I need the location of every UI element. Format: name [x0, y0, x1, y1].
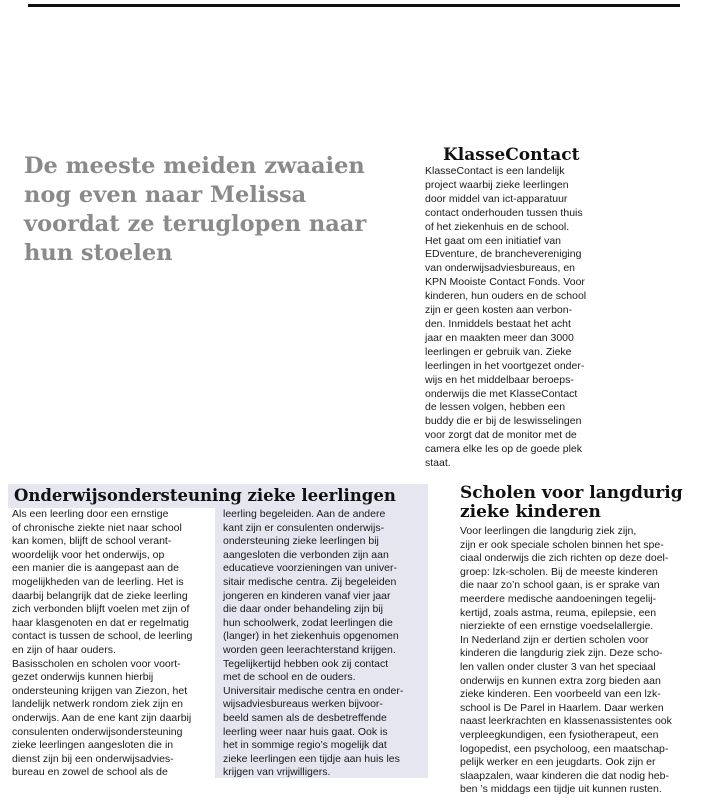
- text-line: ben ’s middags een tijdje uit kunnen rusten.: [460, 783, 662, 796]
- text-line: onderwijs die met KlasseContact: [425, 387, 578, 400]
- text-line: Universitair medische centra en onder-: [223, 684, 404, 697]
- box-left-body: [12, 508, 217, 780]
- text-line: beeld samen als de desbetreffende: [223, 711, 387, 724]
- text-line: dienst zijn bij een onderwijsadvies-: [12, 752, 174, 765]
- text-line: camera elke les op de goede plek: [425, 443, 583, 456]
- text-line: kinderen, hun ouders en de school: [425, 290, 587, 303]
- text-line: KlasseContact is een landelijk: [425, 165, 565, 177]
- text-line: kertijd, zoals astma, reuma, epilepsie, een: [460, 606, 657, 619]
- text-line: of het ziekenhuis en de school.: [425, 220, 570, 233]
- section-body: [460, 525, 700, 797]
- text-line: wijsadviesbureaus werken bijvoor-: [223, 698, 383, 711]
- text-line: met de school en de ouders.: [223, 671, 356, 684]
- pull-quote-line: De meeste meiden zwaaien: [24, 153, 365, 179]
- text-line: mogelijkheden van de leerling. Het is: [12, 575, 184, 588]
- text-line: Als een leerling door een ernstige: [12, 508, 169, 520]
- pull-quote: [24, 152, 404, 268]
- text-line: zijn er geen kosten aan verbon-: [425, 304, 573, 317]
- pull-quote-line: voordat ze teruglopen naar: [24, 211, 367, 237]
- langdurig-ziek-section: [460, 484, 700, 797]
- text-line: leerling begeleiden. Aan de andere: [223, 508, 386, 520]
- text-line: door middel van ict-apparatuur: [425, 192, 568, 205]
- text-line: kan komen, blijft de school verant-: [12, 535, 172, 548]
- text-line: groep: lzk-scholen. Bij de meeste kinderen: [460, 565, 658, 578]
- text-line: verpleegkundigen, een fysiotherapeut, een: [460, 728, 659, 741]
- text-line: aangesloten die verbonden zijn aan: [223, 548, 389, 561]
- text-line: daarbij belangrijk dat de zieke leerling: [12, 589, 188, 602]
- section-title-line: Scholen voor langdurig: [460, 483, 683, 503]
- text-line: haar klasgenoten en dat er regelmatig: [12, 616, 189, 629]
- text-line: de lessen volgen, hebben een: [425, 401, 566, 414]
- klassecontact-sidebar: [425, 145, 625, 471]
- text-line: contact onderhouden tussen thuis: [425, 206, 583, 219]
- text-line: educatieve voorzieningen van univer-: [223, 562, 397, 575]
- text-line: het in sommige regio’s mogelijk dat: [223, 739, 387, 752]
- text-line: kant zijn er consulenten onderwijs-: [223, 521, 385, 534]
- pull-quote-line: nog even naar Melissa: [24, 182, 307, 208]
- text-line: of chronische ziekte niet naar school: [12, 521, 182, 534]
- section-title: [460, 484, 700, 522]
- text-line: landelijk netwerk rondom ziek zijn en: [12, 698, 183, 711]
- text-line: jongeren en kinderen vanaf vier jaar: [223, 589, 391, 602]
- text-line: die naar zo’n school gaan, is er sprake van: [460, 579, 660, 592]
- text-line: project waarbij zieke leerlingen: [425, 178, 569, 191]
- text-line: EDventure, de branchevereniging: [425, 248, 582, 261]
- text-line: naast leerkrachten en klassenassistentes ook: [460, 715, 672, 728]
- text-line: onderwijs. Aan de ene kant zijn daarbij: [12, 711, 192, 724]
- text-line: zieke leerlingen aangesloten die in: [12, 739, 174, 752]
- text-line: slaapzalen, waar kinderen die dat nodig heb-: [460, 769, 669, 782]
- text-line: pelijk werker en een jeugdarts. Ook zijn er: [460, 756, 656, 769]
- text-line: Tegelijkertijd hebben ook zij contact: [223, 657, 389, 670]
- text-line: leerling weer naar huis gaat. Ook is: [223, 725, 388, 738]
- text-line: KPN Mooiste Contact Fonds. Voor: [425, 276, 585, 289]
- text-line: buddy die er bij de leswisselingen: [425, 415, 582, 428]
- text-line: een manier die is aangepast aan de: [12, 562, 179, 575]
- text-line: logopedist, een psycholoog, een maatschap-: [460, 742, 669, 755]
- text-line: den. Inmiddels bestaat het acht: [425, 317, 571, 330]
- box-middle-column: [223, 508, 428, 780]
- text-line: nierziekte of een ernstige voedselallergie.: [460, 620, 654, 633]
- text-line: consulenten onderwijsondersteuning: [12, 725, 183, 738]
- text-line: ondersteuning krijgen van Ziezon, het: [12, 684, 188, 697]
- text-line: (langer) in het ziekenhuis opgenomen: [223, 630, 399, 643]
- text-line: zich verbonden blijft voelen met zijn of: [12, 603, 190, 616]
- text-line: leerlingen in het voortgezet onder-: [425, 359, 585, 372]
- text-line: school is De Parel in Haarlem. Daar werken: [460, 701, 664, 714]
- text-line: van onderwijsadviesbureaus, en: [425, 262, 576, 275]
- top-rule: [28, 4, 680, 7]
- sidebar-body: [425, 165, 625, 471]
- text-line: voor zorgt dat de monitor met de: [425, 429, 577, 442]
- text-line: Voor leerlingen die langdurig ziek zijn,: [460, 525, 637, 537]
- box-middle-body: [223, 508, 428, 780]
- text-line: woordelijk voor het onderwijs, op: [12, 548, 165, 561]
- text-line: Basisscholen en scholen voor voort-: [12, 657, 181, 670]
- text-line: gezet onderwijs kunnen hierbij: [12, 671, 154, 684]
- text-line: zieke kinderen. Een voorbeeld van een lzk-: [460, 688, 661, 701]
- text-line: zieke leerlingen een tijdje aan huis les: [223, 752, 400, 765]
- text-line: en zijn of haar ouders.: [12, 643, 116, 656]
- box-left-column: [12, 508, 217, 780]
- text-line: leerlingen er gebruik van. Zieke: [425, 345, 572, 358]
- text-line: Het gaat om een initiatief van: [425, 234, 561, 247]
- text-line: die daar onder behandeling zijn bij: [223, 603, 383, 616]
- text-line: meerdere medische aandoeningen tegelij-: [460, 592, 657, 605]
- text-line: onderwijs en kunnen extra zorg bieden aan: [460, 674, 661, 687]
- text-line: ciaal onderwijs die zich richten op deze doel-: [460, 552, 669, 565]
- text-line: len vallen onder cluster 3 van het speciaal: [460, 660, 656, 673]
- text-line: sitair medische centra. Zij begeleiden: [223, 575, 397, 588]
- text-line: hun schoolwerk, zodat leerlingen die: [223, 616, 393, 629]
- sidebar-title: KlasseContact: [443, 145, 580, 165]
- text-line: worden geen leerachterstand krijgen.: [223, 643, 396, 656]
- text-line: kinderen die langdurig ziek zijn. Deze scho-: [460, 647, 663, 660]
- text-line: contact is tussen de school, de leerling: [12, 630, 193, 643]
- text-line: bureau en zowel de school als de: [12, 766, 168, 779]
- text-line: jaar en maakten meer dan 3000: [425, 331, 574, 344]
- text-line: krijgen van vrijwilligers.: [223, 766, 331, 779]
- text-line: zijn er ook speciale scholen binnen het spe-: [460, 538, 664, 551]
- pull-quote-line: hun stoelen: [24, 240, 173, 266]
- text-line: wijs en het middelbaar beroeps-: [425, 373, 574, 386]
- text-line: In Nederland zijn er dertien scholen voor: [460, 633, 649, 646]
- section-title-line: zieke kinderen: [460, 502, 601, 522]
- text-line: staat.: [425, 457, 451, 470]
- text-line: ondersteuning zieke leerlingen bij: [223, 535, 379, 548]
- box-title: Onderwijsondersteuning zieke leerlingen: [14, 486, 396, 505]
